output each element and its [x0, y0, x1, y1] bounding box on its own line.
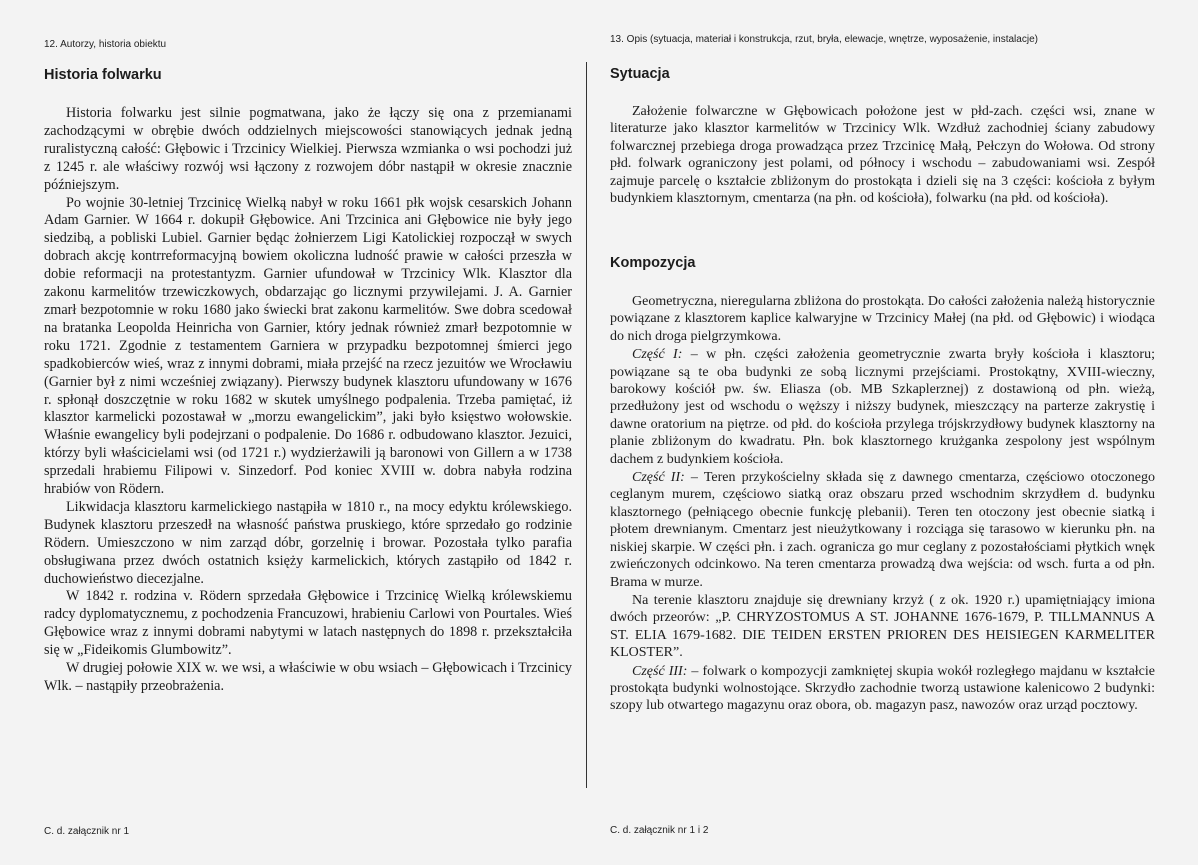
right-footer: C. d. załącznik nr 1 i 2 — [610, 825, 709, 836]
column-divider — [586, 62, 587, 788]
history-paragraph: Po wojnie 30-letniej Trzcinicę Wielką nabył w roku 1661 płk wojsk cesarskich Johann Adam Garnier. W 1664 r. dokupił Głębowice. Ani Trzcinica ani Głębowice nie były jego siedzibą, a pobliski Lubiel. Garnier będąc żołnierzem Ligi Katolickiej rozpoczął w swych dobrach akcję kontrreformacyjną bowiem okoliczna ludność prawie w całości przeszła w dobie reformacji na protestantyzm. Garnier ufundował w Trzcinicy Wlk. Klasztor dla zakonu karmelitów trzewiczkowych, obdarzając go licznymi przywilejami. J. A. Garnier zmarł bezpotomnie w roku 1680 jako świecki brat zakonu karmelitów. Swe dobra scedował na bratanka Leopolda Heinricha von Garnier, który jednak również zmarł bezpotomnie w roku 1721. Zgodnie z testamentem Garniera w przypadku bezpotomnej śmierci jego spadkobierców wieś, wraz z innymi dobrami, miała przejść na rzecz jezuitów we Wrocławiu (Garnier był z nimi wcześniej związany). Pierwszy budynek klasztoru ufundowany w 1676 r. spłonął doszczętnie w roku 1682 w skutek umyślnego podpalenia. Trzeba pamiętać, iż klasztor karmelicki pozostawał w „morzu ewangelickim”, jaki było księstwo wołowskie. Właśnie ewangelicy byli podejrzani o podpalenie. Do 1686 r. odbudowano klasztor. Jezuici, którzy byli właścicielami wsi (od 1721 r.) wydzierżawili ją baronowi von Gillern a w 1738 sprzedali hrabiemu Filipowi v. Sinzedorf. Pod koniec XVIII w. dobra nabyła rodzina hrabiów von Rödern. — [44, 194, 572, 498]
history-paragraph: Likwidacja klasztoru karmelickiego nastąpiła w 1810 r., na mocy edyktu królewskiego. Budynek klasztoru przeszedł na własność państwa pruskiego, które sprzedało go rodzinie Rödern. Umieszczono w nim zarząd dóbr, gorzelnię i browar. Pozostała tylko parafia obsługiwana przez dwóch ostatnich księży karmelickich, których zastąpiło od 1842 r. duchowieństwo diecezjalne. — [44, 498, 572, 587]
history-paragraph: W drugiej połowie XIX w. we wsi, a właściwie w obu wsiach – Głębowicach i Trzcinicy Wlk. – nastąpiły przeobrażenia. — [44, 660, 572, 694]
part-1-text: – w płn. części założenia geometrycznie zwarta bryły kościoła i klasztoru; powiązane są te oba budynki ze sobą licznymi przejściami. Prostokątny, XVIII-wieczny, barokowy kościół pw. św. Eliasza (ob. MB Szkaplerznej) z dostawioną od płn. wieżą, przedłużony jest od wschodu o węższy i niższy budynek, mieszczący na parterze zakrystię i dawne oratorium na piętrze. od płd. do kościoła przylega trójskrzydłowy budynek klasztorny na planie zbliżonym do kwadratu. Płn. bok klasztornego krużganka zespolony jest wspólnym dachem z budynkiem kościoła. — [610, 347, 1155, 467]
composition-part-3 — [610, 663, 1155, 715]
history-paragraph: W 1842 r. rodzina v. Rödern sprzedała Głębowice i Trzcinicę Wielką królewskiemu radcy dyplomatycznemu, z pochodzenia Francuzowi, hrabieniu Carlowi von Pourtales. Wieś Głębowice wraz z innymi dobrami nabytymi w latach następnych do 1898 r. przekształciła się w „Fideikomis Glumbowitz”. — [44, 588, 572, 659]
part-3-text: – folwark o kompozycji zamkniętej skupia wokół rozległego majdanu w kształcie prostokąta budynki wolnostojące. Skrzydło zachodnie tworzą ustawione kalenicowo 2 budynki: szopy lub otwartego magazynu oraz obora, ob. magazyn pasz, nawozów oraz urząd pocztowy. — [610, 663, 1155, 714]
composition-part-1 — [610, 346, 1155, 468]
part-2-text: – Teren przykościelny składa się z dawnego cmentarza, częściowo otoczonego ceglanym murem, częściowo siatką oraz obszaru przed wschodnim skrzydłem d. budynku klasztornego (pełniącego obecnie funkcję plebanii). Teren ten otoczony jest obecnie siatką i płotem drewnianym. Cmentarz jest nieużytkowany i rozciąga się tarasowo w kierunku płn. na niskiej skarpie. W części płn. i zach. ogranicza go mur ceglany z pozostałościami płytkich wnęk zwieńczonych odcinkowo. Na teren cmentarza prowadzą dwa wejścia: od wsch. furta a od płn. Brama w murze. — [610, 470, 1156, 590]
left-footer: C. d. załącznik nr 1 — [44, 826, 130, 837]
composition-title: Kompozycja — [610, 255, 696, 271]
composition-part-2 — [610, 469, 1155, 591]
composition-text — [610, 293, 1155, 715]
composition-intro: Geometryczna, nieregularna zbliżona do prostokąta. Do całości założenia należą historycznie powiązane z klasztorem kaplice kalwaryjne w Trzcinicy Małej (na płd. od Głębowic) i wiodąca do nich droga pielgrzymkowa. — [610, 294, 1155, 344]
right-section-header: 13. Opis (sytuacja, materiał i konstrukcja, rzut, bryła, elewacje, wnętrze, wyposażenie, instalacje) — [610, 34, 1038, 45]
history-title: Historia folwarku — [44, 67, 162, 83]
part-1-label: Część I: — [632, 347, 683, 363]
situation-paragraph: Założenie folwarczne w Głębowicach położone jest w płd-zach. części wsi, znane w literaturze jako klasztor karmelitów w Trzcinicy Wlk. Wzdłuż zachodniej ściany zabudowy folwarcznej przebiega droga prowadząca przez Trzcinicę Małą, Pełczyn do Wołowa. Od strony płd. folwark ograniczony jest polami, od północy i wschodu – zabudowaniami wsi. Zespół zajmuje parcelę o kształcie zbliżonym do prostokąta i dzieli się na 3 części: kościoła z byłym budynkiem klasztornym, cmentarza (na płn. od kościoła), folwarku (na płd. od kościoła). — [610, 104, 1155, 207]
history-paragraph: Historia folwarku jest silnie pogmatwana, jako że łączy się ona z przemianami zachodzącymi w obrębie dwóch oddzielnych miejscowości stanowiących jednak jedną ruralistyczną całość: Głębowic i Trzcinicy Wielkiej. Pierwsza wzmianka o wsi pochodzi już z 1245 r. ale właściwy rozwój wsi łączony z rozwojem dóbr nastąpił w okresie znacznie późniejszym. — [44, 105, 572, 193]
part-2-label: Część II: — [632, 470, 685, 486]
history-text — [44, 105, 572, 696]
part-3-label: Część III: — [632, 663, 688, 679]
left-section-header: 12. Autorzy, historia obiektu — [44, 39, 167, 50]
situation-title: Sytuacja — [610, 66, 670, 82]
situation-text — [610, 103, 1155, 207]
cross-paragraph: Na terenie klasztoru znajduje się drewniany krzyż ( z ok. 1920 r.) upamiętniający imiona dwóch przeorów: „P. CHRYZOSTOMUS A ST. JOHANNE 1676-1679, P. TILLMANNUS A ST. ELIA 1679-1682. DIE TEIDEN ERSTEN PRIOREN DES HEISIEGEN KARMELITER KLOSTER”. — [610, 592, 1155, 661]
